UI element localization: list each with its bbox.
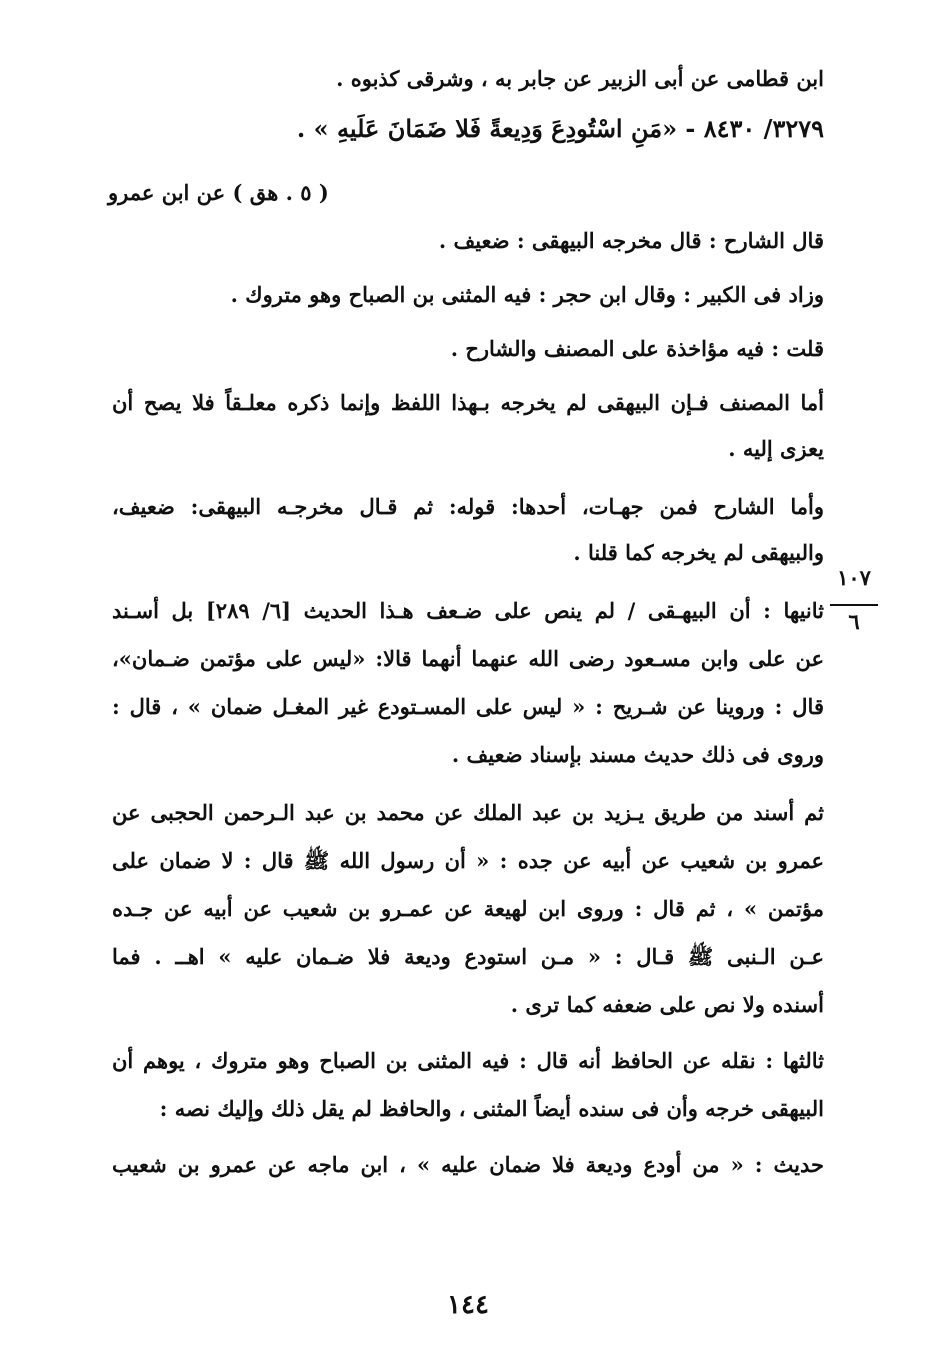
text-line-8: وأما الشارح فمن جهـات، أحدها: قوله: ثم قـال مخرجـه البيهقى: ضعيف، — [112, 494, 824, 519]
hadith-heading: ٣٢٧٩/ ٨٤٣٠ - «مَنِ اسْتُودِعَ وَدِيعةً فَلا ضَمَانَ عَلَيهِ » . — [296, 114, 824, 143]
text-line-21: حديث : « من أودع وديعة فلا ضمان عليه » ، ابن ماجه عن عمرو بن شعيب — [112, 1152, 824, 1177]
text-line-7: يعزى إليه . — [728, 436, 824, 461]
text-line-10: ثانيها : أن البيهـقى / لم ينص على ضـعف هـذا الحديث [٦/ ٢٨٩] بل أسـند — [112, 598, 825, 623]
text-line-3: قال الشارح : قال مخرجه البيهقى : ضعيف . — [438, 228, 824, 253]
text-line-9: والبيهقى لم يخرجه كما قلنا . — [573, 540, 824, 565]
text-line-13: وروى فى ذلك حديث مسند بإسناد ضعيف . — [451, 742, 824, 767]
text-line-14: ثم أسند من طريق يـزيد بن عبد الملك عن محمد بن عبد الـرحمن الحجبى عن — [112, 800, 824, 825]
margin-part-number: ٦ — [848, 609, 860, 634]
margin-volume-number: ١٠٧ — [837, 565, 871, 590]
text-line-20: البيهقى خرجه وأن فى سنده أيضاً المثنى ، والحافظ لم يقل ذلك وإليك نصه : — [159, 1096, 824, 1121]
margin-rule — [830, 604, 878, 606]
text-line-11: عن على وابن مسـعود رضى الله عنهما أنهما قالا: «ليس على مؤتمن ضـمان»، — [112, 646, 824, 671]
text-line-17: عـن الـنبى ﷺ قـال : « مـن استودع وديعة فلا ضـمان عليه » اهــ . فما — [112, 944, 824, 969]
text-line-1: ابن قطامى عن أبى الزبير عن جابر به ، وشرقى كذبوه . — [336, 66, 824, 91]
page-number: ١٤٤ — [447, 1290, 489, 1320]
text-line-5: قلت : فيه مؤاخذة على المصنف والشارح . — [450, 336, 824, 361]
text-line-12: قال : وروينا عن شـريح : « ليس على المسـتودع غير المغـل ضمان » ، قال : — [112, 694, 824, 719]
text-line-19: ثالثها : نقله عن الحافظ أنه قال : فيه المثنى بن الصباح وهو متروك ، يوهم أن — [112, 1048, 824, 1073]
text-line-18: أسنده ولا نص على ضعفه كما ترى . — [510, 992, 824, 1017]
text-line-16: مؤتمن » ، ثم قال : وروى ابن لهيعة عن عمـرو بن شعيب عن أبيه عن جـده — [112, 896, 824, 921]
text-line-15: عمرو بن شعيب عن أبيه عن جده : « أن رسول الله ﷺ قال : لا ضمان على — [112, 848, 824, 873]
text-line-4: وزاد فى الكبير : وقال ابن حجر : فيه المثنى بن الصباح وهو متروك . — [230, 282, 824, 307]
source-reference: ( ٥ . هق ) عن ابن عمرو — [108, 180, 329, 205]
text-line-6: أما المصنف فـإن البيهقى لم يخرجه بـهذا اللفظ وإنما ذكره معلـقاً فلا يصح أن — [112, 390, 824, 415]
